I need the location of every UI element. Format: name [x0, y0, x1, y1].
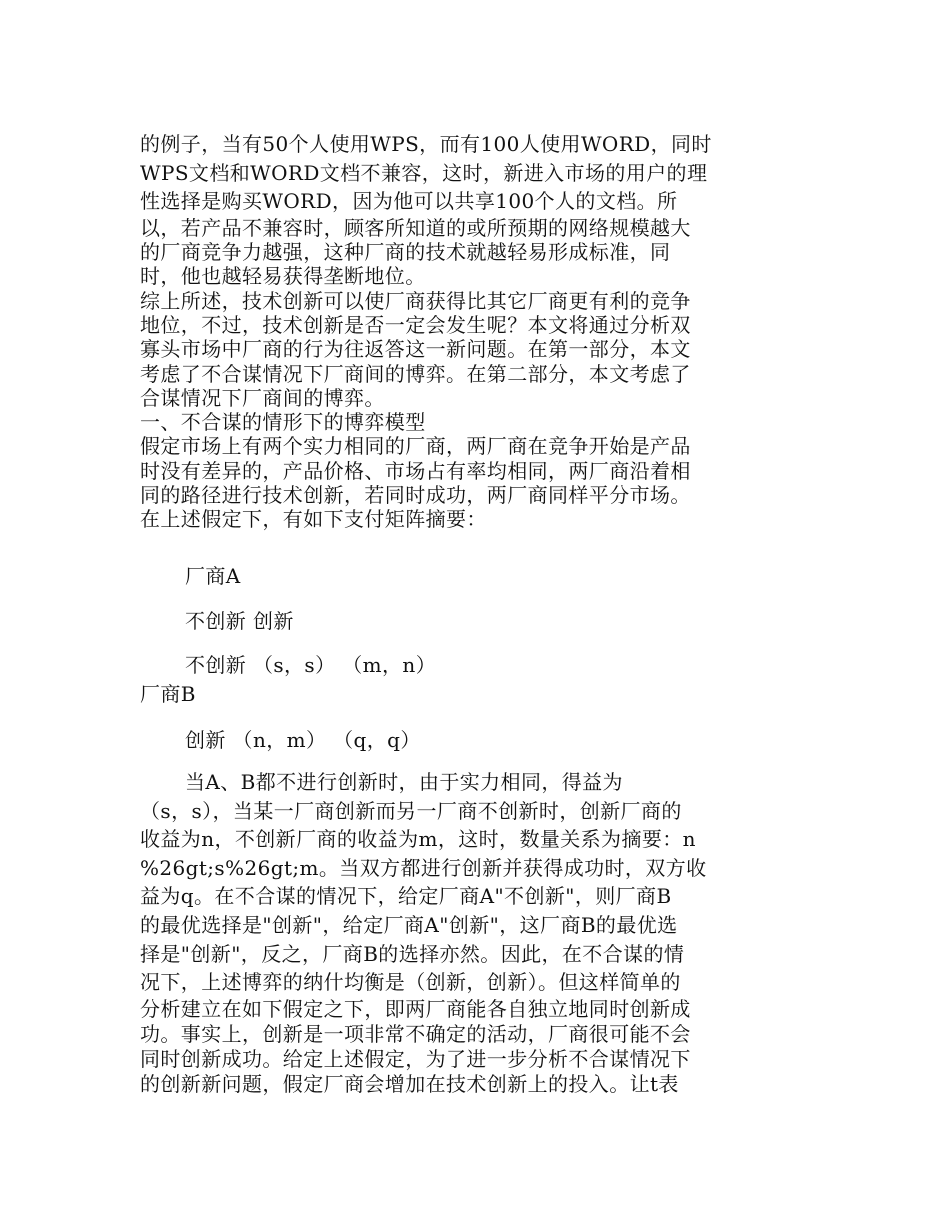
text-line: 地位，不过，技术创新是否一定会发生呢？本文将通过分析双	[140, 312, 691, 337]
text-line: 的最优选择是"创新"，给定厂商A"创新"，这厂商B的最优选	[140, 912, 678, 937]
paragraph-network-example	[140, 130, 740, 216]
text-line: 时，他也越轻易获得垄断地位。	[140, 264, 426, 289]
text-line: 性选择是购买WORD，因为他可以共享100个人的文档。所	[140, 189, 678, 214]
matrix-column-headers: 不创新 创新	[185, 609, 294, 633]
text-line: 的厂商竞争力越强，这种厂商的技术就越轻易形成标准，同	[140, 240, 671, 265]
text-line: 收益为n，不创新厂商的收益为m，这时，数量关系为摘要：n	[140, 827, 696, 852]
text-line: 时没有差异的，产品价格、市场占有率均相同，两厂商沿着相	[140, 458, 691, 483]
text-line: 况下，上述博弈的纳什均衡是（创新，创新）。但这样简单的	[140, 970, 681, 995]
paragraph-analysis	[140, 768, 740, 1098]
paragraph-intro	[140, 216, 740, 532]
section-heading: 一、不合谋的情形下的博弈模型	[140, 410, 426, 435]
text-line: 以，若产品不兼容时，顾客所知道的或所预期的网络规模越大	[140, 215, 691, 240]
text-line: 分析建立在如下假定之下，即两厂商能各自独立地同时创新成	[140, 996, 691, 1021]
text-line: 同时创新成功。给定上述假定，为了进一步分析不合谋情况下	[140, 1047, 691, 1072]
text-line: 当A、B都不进行创新时，由于实力相同，得益为	[185, 770, 623, 794]
matrix-row-no-innovate: 不创新 （s，s） （m，n）	[185, 653, 437, 677]
text-line: 考虑了不合谋情况下厂商间的博弈。在第二部分，本文考虑了	[140, 361, 691, 386]
text-line: 益为q。在不合谋的情况下，给定厂商A"不创新"，则厂商B	[140, 884, 672, 909]
text-line: 功。事实上，创新是一项非常不确定的活动，厂商很可能不会	[140, 1021, 691, 1046]
text-line: 择是"创新"，反之，厂商B的选择亦然。因此，在不合谋的情	[140, 941, 685, 966]
text-line: 的创新新问题，假定厂商会增加在技术创新上的投入。让t表	[140, 1072, 679, 1097]
text-line: 寡头市场中厂商的行为往返答这一新问题。在第一部分，本文	[140, 337, 691, 362]
matrix-firm-b-label: 厂商B	[140, 682, 196, 706]
matrix-firm-a-label: 厂商A	[185, 564, 241, 588]
text-line: WPS文档和WORD文档不兼容，这时，新进入市场的用户的理	[140, 160, 708, 185]
text-line: 在上述假定下，有如下支付矩阵摘要：	[140, 507, 487, 532]
text-line: （s，s），当某一厂商创新而另一厂商不创新时，创新厂商的	[140, 798, 682, 823]
matrix-row-innovate: 创新 （n，m） （q，q）	[185, 728, 421, 752]
text-line: %26gt;s%26gt;m。当双方都进行创新并获得成功时，双方收	[140, 855, 707, 880]
document-body	[140, 130, 740, 532]
text-line: 同的路径进行技术创新，若同时成功，两厂商同样平分市场。	[140, 483, 691, 508]
text-line: 的例子，当有50个人使用WPS，而有100人使用WORD，同时	[140, 132, 712, 156]
text-line: 假定市场上有两个实力相同的厂商，两厂商在竞争开始是产品	[140, 434, 691, 459]
text-line: 综上所述，技术创新可以使厂商获得比其它厂商更有利的竞争	[140, 288, 691, 313]
text-line: 合谋情况下厂商间的博弈。	[140, 385, 385, 410]
